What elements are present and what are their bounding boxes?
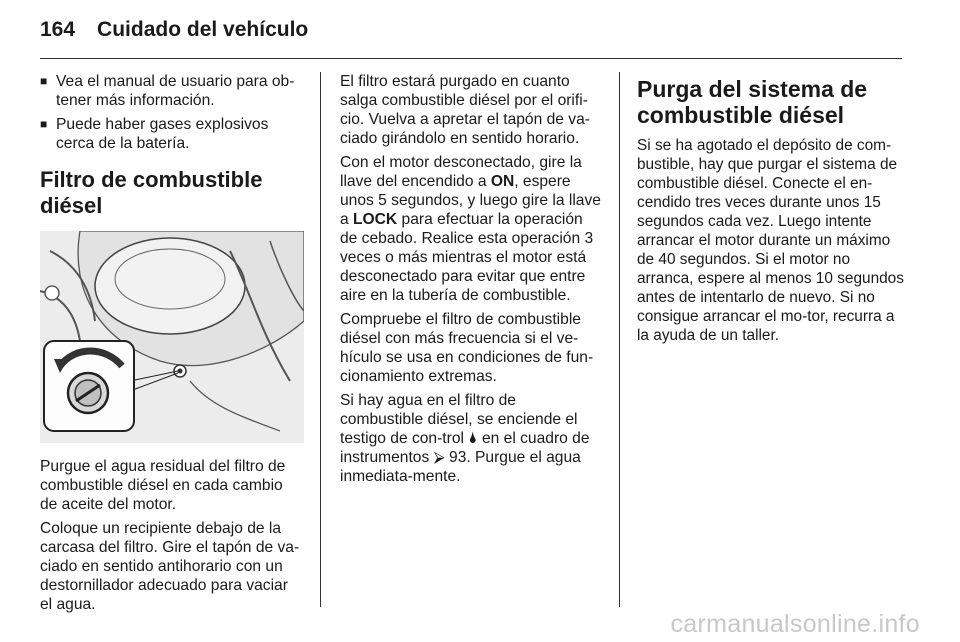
paragraph-warning bbox=[340, 391, 602, 486]
bullet-text: Puede haber gases explosivos cerca de la batería. bbox=[56, 116, 269, 152]
fuel-filter-illustration bbox=[40, 231, 304, 443]
text-run: , espere unos 5 segundos, y luego gire la llave a bbox=[340, 173, 601, 228]
water-in-fuel-icon: 🌢 bbox=[468, 430, 478, 447]
text-run: en el cuadro de instrumentos bbox=[340, 430, 590, 466]
column-divider bbox=[619, 72, 620, 607]
section-heading: Purga del sistema de combustible diésel bbox=[637, 76, 868, 128]
paragraph: Compruebe el filtro de combustible diésel con más frecuencia si el ve-hículo se usa en condiciones de fun-cionamiento extremas. bbox=[340, 311, 594, 385]
page-header bbox=[40, 18, 308, 48]
keyword-on: ON bbox=[490, 173, 515, 190]
text-run: Si hay agua en el filtro de combustible diésel, se enciende el testigo de con-trol bbox=[340, 392, 578, 447]
bullet-icon: ■ bbox=[40, 117, 48, 131]
paragraph: Coloque un recipiente debajo de la carcasa del filtro. Gire el tapón de va-ciado en sentido antihorario con un destornillador adecuado para vaciar el agua. bbox=[40, 520, 300, 613]
paragraph: El filtro estará purgado en cuanto salga combustible diésel por el orifi-cio. Vuelva a apretar el tapón de va-ciado girándolo en sentido horario. bbox=[340, 73, 590, 147]
column-2 bbox=[340, 72, 602, 491]
column-divider bbox=[320, 72, 321, 607]
chapter-title: Cuidado del vehículo bbox=[97, 18, 309, 41]
paragraph: Purgue el agua residual del filtro de combustible diésel en cada cambio de aceite del motor. bbox=[40, 458, 286, 513]
text-run: 93. Purgue el agua inmediata-mente. bbox=[340, 449, 581, 485]
paragraph-ignition bbox=[340, 153, 602, 305]
bullet-item bbox=[40, 72, 304, 110]
header-rule bbox=[40, 58, 902, 59]
page-number: 164 bbox=[40, 18, 76, 41]
watermark: carmanualsonline.info bbox=[670, 610, 920, 638]
bullet-icon: ■ bbox=[40, 74, 48, 88]
text-run: Con el motor desconectado, gire la llave del encendido a bbox=[340, 154, 582, 190]
column-3 bbox=[637, 72, 905, 350]
column-1 bbox=[40, 72, 304, 619]
bullet-item bbox=[40, 115, 304, 153]
reference-arrow-icon: ⮚ bbox=[433, 449, 445, 466]
fuel-filter-drawing bbox=[40, 231, 304, 443]
bullet-text: Vea el manual de usuario para ob-tener más información. bbox=[56, 73, 295, 109]
paragraph: Si se ha agotado el depósito de com-bustible, hay que purgar el sistema de combustible diésel. Conecte el en-cendido tres veces durante unos 15 segundos cada vez. Luego intente arrancar el motor durante un máximo de 40 segundos. Si el motor no arranca, espere al menos 10 segundos antes de intentarlo de nuevo. Si no consigue arrancar el mo-tor, recurra a la ayuda de un taller. bbox=[637, 137, 904, 344]
keyword-lock: LOCK bbox=[353, 211, 398, 228]
text-run: para efectuar la operación de cebado. Realice esta operación 3 veces o más mientras el motor está desconectado para evitar que entre aire en la tubería de combustible. bbox=[340, 211, 594, 304]
section-heading: Filtro de combustible diésel bbox=[40, 167, 263, 218]
